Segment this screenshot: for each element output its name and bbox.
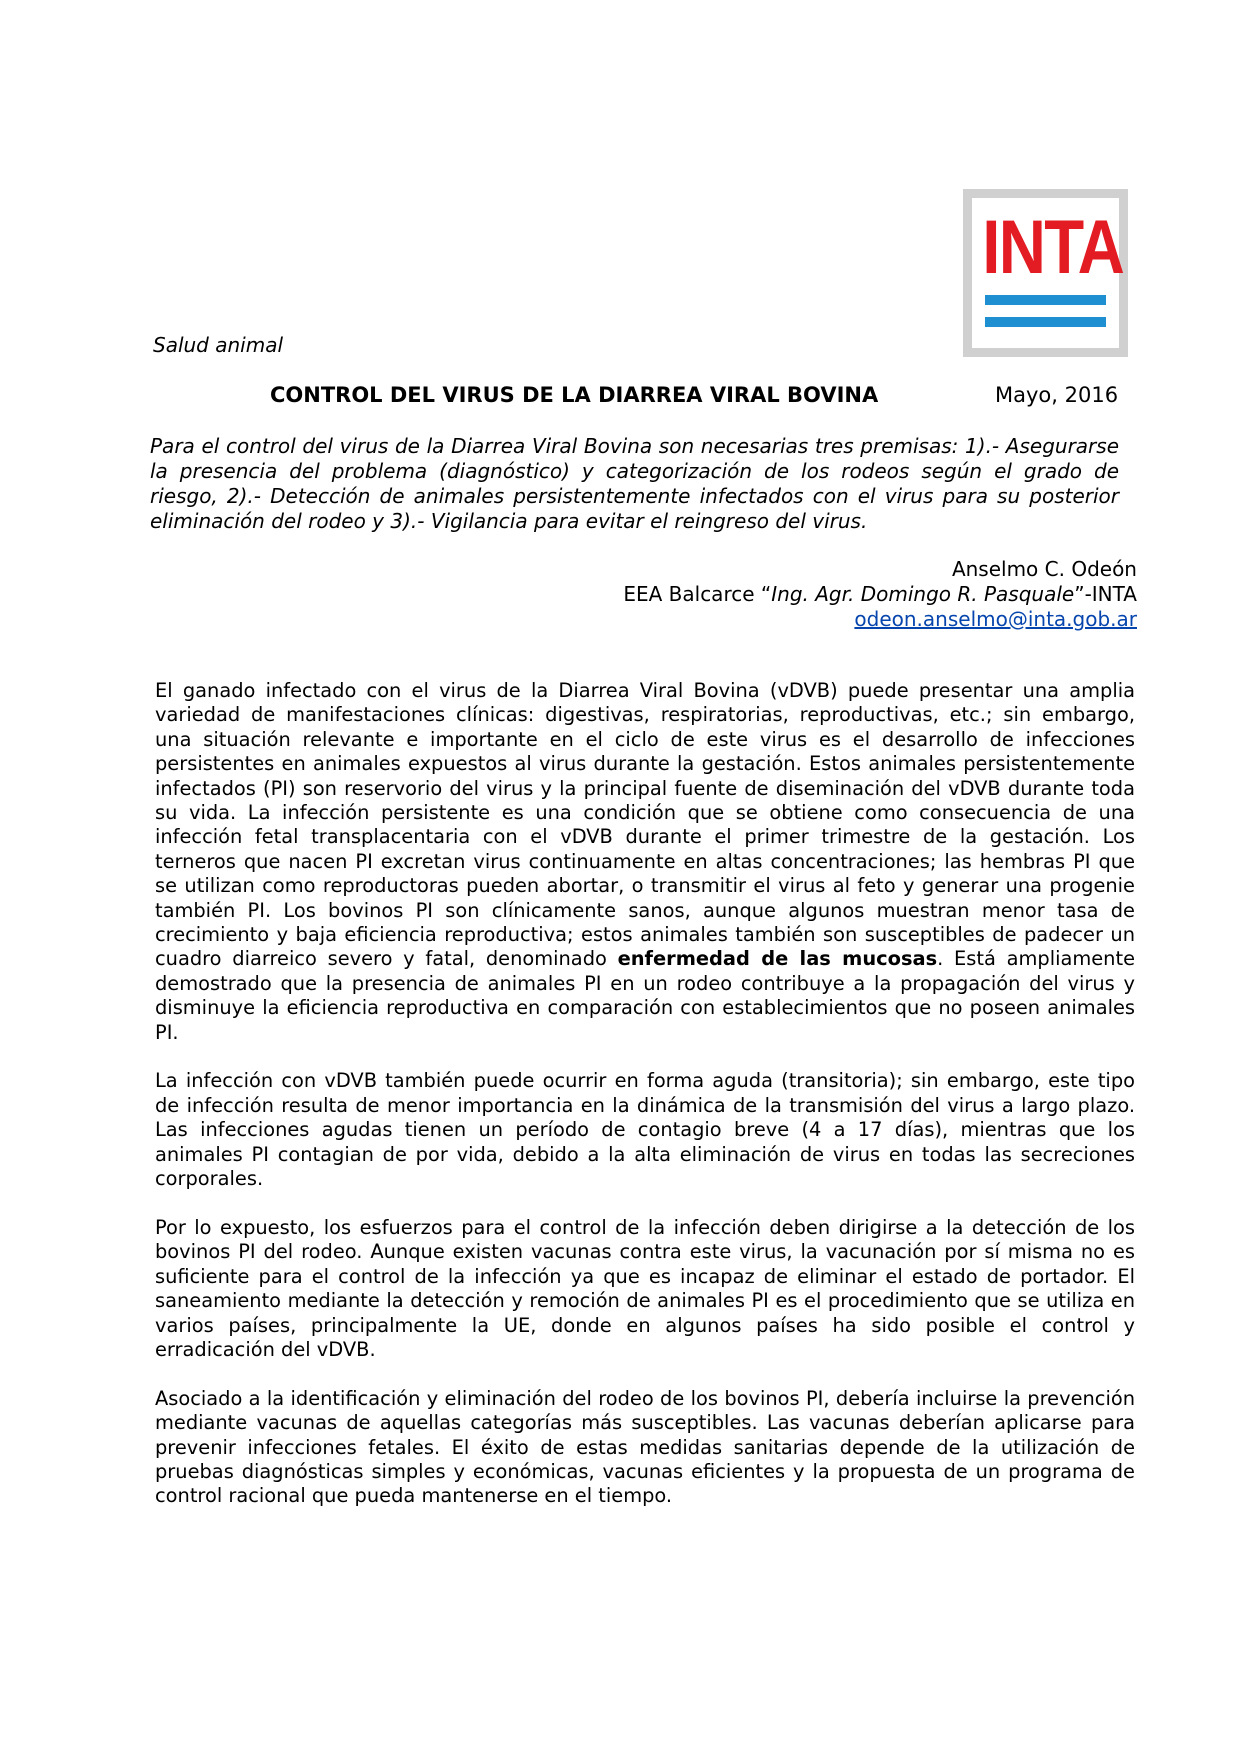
- author-email-link[interactable]: odeon.anselmo@inta.gob.ar: [854, 607, 1137, 631]
- affiliation-prefix: EEA Balcarce “: [623, 582, 772, 606]
- affiliation-institute: Ing. Agr. Domingo R. Pasquale: [771, 582, 1075, 606]
- paragraph-1-text-a: El ganado infectado con el virus de la Diarrea Viral Bovina (vDVB) puede presentar una amplia variedad de manifestaciones clínicas: digestivas, respiratorias, reproductivas, etc.; sin embargo, una situación relevante e importante en el ciclo de este virus es el desarrollo de infecciones persistentes en animales expuestos al virus durante la gestación. Estos animales persistentemente infectados (PI) son reservorio del virus y la principal fuente de diseminación del vDVB durante toda su vida. La infección persistente es una condición que se obtiene como consecuencia de una infección fetal transplacentaria con el vDVB durante el primer trimestre de la gestación. Los terneros que nacen PI excretan virus continuamente en altas concentraciones; las hembras PI que se utilizan como reproductoras pueden abortar, o transmitir el virus al feto y generar una progenie también PI. Los bovinos PI son clínicamente sanos, aunque algunos muestran menor tasa de crecimiento y baja eficiencia reproductiva; estos animales también son susceptibles de padecer un cuadro diarreico severo y fatal, denominado: [155, 679, 1135, 971]
- paragraph-4: Asociado a la identificación y eliminación del rodeo de los bovinos PI, debería incluirse la prevención mediante vacunas de aquellas categorías más susceptibles. Las vacunas deberían aplicarse para prevenir infecciones fetales. El éxito de estas medidas sanitarias depende de la utilización de pruebas diagnósticas simples y económicas, vacunas eficientes y la propuesta de un programa de control racional que pueda mantenerse en el tiempo.: [155, 1386, 1135, 1508]
- author-block: [623, 557, 1137, 632]
- document-title: CONTROL DEL VIRUS DE LA DIARREA VIRAL BOVINA: [270, 383, 879, 407]
- logo-stripe-bottom: [985, 317, 1106, 327]
- paragraph-1-bold-term: enfermedad de las mucosas: [617, 947, 938, 971]
- author-name: Anselmo C. Odeón: [951, 557, 1137, 581]
- section-label: Salud animal: [153, 333, 284, 357]
- document-date: Mayo, 2016: [995, 383, 1119, 407]
- inta-logo: [963, 189, 1128, 357]
- affiliation-suffix: ”-INTA: [1074, 582, 1137, 606]
- inta-logo-text: INTA: [982, 205, 1124, 290]
- author-affiliation: [623, 582, 1137, 607]
- paragraph-2: La infección con vDVB también puede ocurrir en forma aguda (transitoria); sin embargo, este tipo de infección resulta de menor importancia en la dinámica de la transmisión del virus a largo plazo. Las infecciones agudas tienen un período de contagio breve (4 a 17 días), mientras que los animales PI contagian de por vida, debido a la alta eliminación de virus en todas las secreciones corporales.: [155, 1069, 1135, 1191]
- paragraph-3: Por lo expuesto, los esfuerzos para el control de la infección deben dirigirse a la detección de los bovinos PI del rodeo. Aunque existen vacunas contra este virus, la vacunación por sí misma no es suficiente para el control de la infección ya que es incapaz de eliminar el estado de portador. El saneamiento mediante la detección y remoción de animales PI es el procedimiento que se utiliza en varios países, principalmente la UE, donde en algunos países ha sido posible el control y erradicación del vDVB.: [155, 1215, 1135, 1361]
- paragraph-1: [155, 679, 1135, 1045]
- article-body: [155, 679, 1135, 1533]
- abstract: Para el control del virus de la Diarrea Viral Bovina son necesarias tres premisas: 1).- Asegurarse la presencia del problema (diagnóstico) y categorización de los rodeos según el grado de riesgo, 2).- Detección de animales persistentemente infectados con el virus para su posterior eliminación del rodeo y 3).- Vigilancia para evitar el reingreso del virus.: [150, 434, 1119, 533]
- paragraph-1-text-b: . Está ampliamente demostrado que la presencia de animales PI en un rodeo contribuye a la propagación del virus y disminuye la eficiencia reproductiva en comparación con establecimientos que no poseen animales PI.: [155, 947, 1135, 1044]
- logo-stripe-top: [985, 295, 1106, 305]
